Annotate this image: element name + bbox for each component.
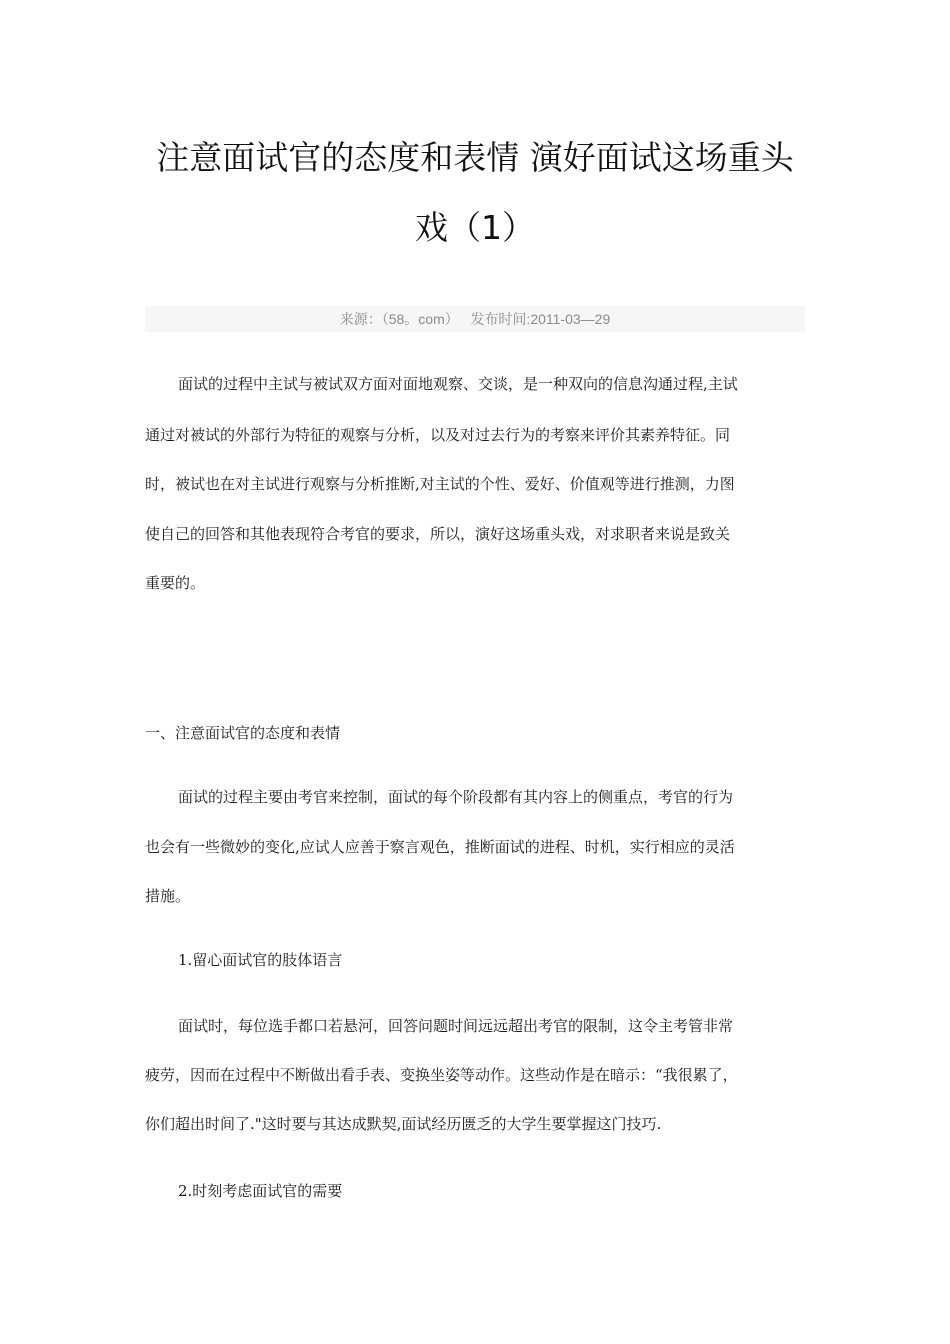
intro-line-1: 面试的过程中主试与被试双方面对面地观察、交谈，是一种双向的信息沟通过程,主试: [178, 375, 738, 393]
intro-line-4: 使自己的回答和其他表现符合考官的要求，所以，演好这场重头戏，对求职者来说是致关: [145, 525, 731, 543]
article-title-line-2: 戏（1）: [415, 208, 535, 247]
intro-line-3: 时，被试也在对主试进行观察与分析推断,对主试的个性、爱好、价值观等进行推测，力图: [145, 475, 735, 493]
subsection-2-heading: 2.时刻考虑面试官的需要: [178, 1182, 343, 1200]
subsection-1-line-3: 你们超出时间了."这时要与其达成默契,面试经历匮乏的大学生要掌握这门技巧.: [145, 1115, 662, 1133]
section-para-line-3: 措施。: [145, 887, 191, 905]
section-para-line-2: 也会有一些微妙的变化,应试人应善于察言观色，推断面试的进程、时机，实行相应的灵活: [145, 838, 735, 856]
article-meta-bar: [145, 306, 805, 332]
subsection-1-heading: 1.留心面试官的肢体语言: [178, 951, 343, 969]
section-heading: 一、注意面试官的态度和表情: [145, 724, 341, 742]
subsection-1-line-1: 面试时，每位选手都口若悬河，回答问题时间远远超出考官的限制，这令主考管非常: [178, 1017, 734, 1035]
subsection-1-line-2: 疲劳，因而在过程中不断做出看手表、变换坐姿等动作。这些动作是在暗示：“我很累了，: [145, 1066, 738, 1084]
article-source: 来源：（58。com）: [339, 311, 459, 327]
article-publish-time: 发布时间:2011-03—29: [470, 311, 611, 327]
intro-line-5: 重要的。: [145, 574, 206, 592]
article-title-line-1: 注意面试官的态度和表情 演好面试这场重头: [156, 138, 794, 177]
section-para-line-1: 面试的过程主要由考官来控制，面试的每个阶段都有其内容上的侧重点，考官的行为: [178, 788, 734, 806]
intro-line-2: 通过对被试的外部行为特征的观察与分析，以及对过去行为的考察来评价其素养特征。同: [145, 426, 731, 444]
